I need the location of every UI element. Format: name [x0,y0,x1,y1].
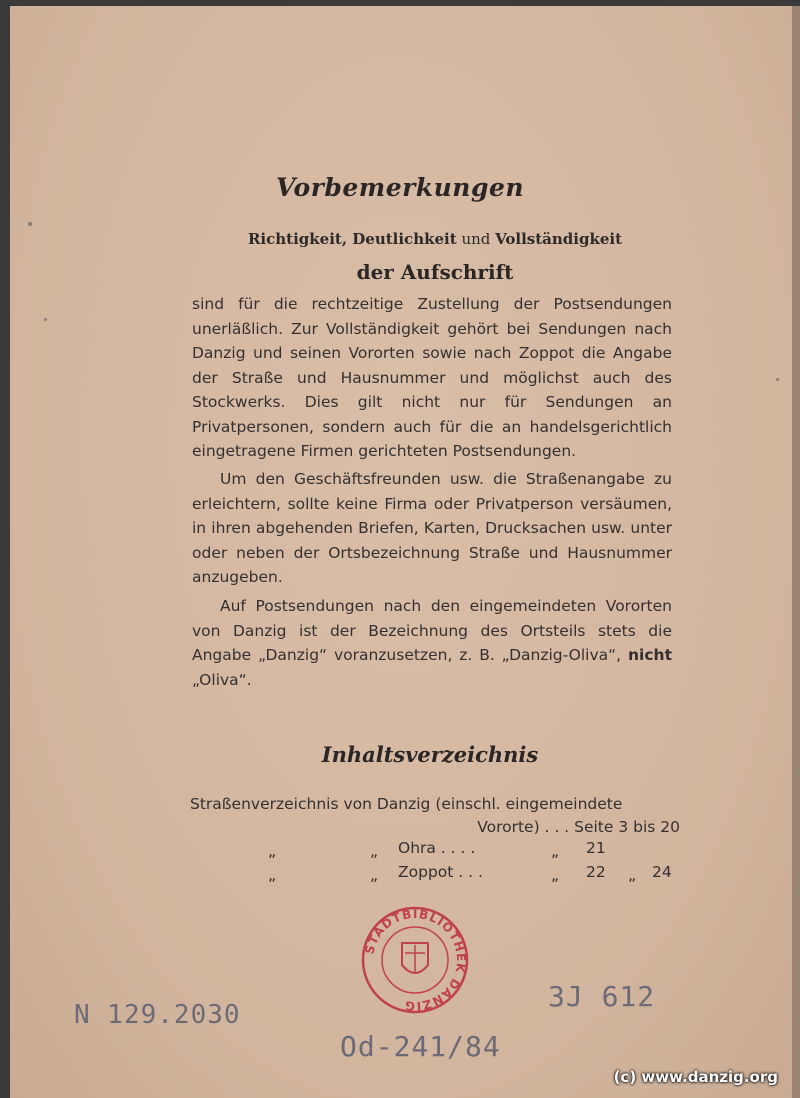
handwritten-note: 3J 612 [548,980,656,1013]
toc-entry-name: Zoppot . . . [398,863,483,881]
copyright-watermark: (c) www.danzig.org [613,1068,778,1086]
paragraph-3 [192,594,672,692]
paper-speck [776,378,779,381]
page-title: Vorbemerkungen [275,173,525,202]
toc-page: 24 [652,863,672,881]
stamp-text: STADTBIBLIOTHEK DANZIG [362,906,469,1014]
paragraph-3-end: „Oliva“. [192,670,252,689]
toc-line: Straßenverzeichnis von Danzig (einschl. eingemeindete [190,795,623,813]
subtitle-line [0,230,800,248]
ditto-mark: „ [268,842,277,860]
paper-speck [44,318,47,321]
subtitle-aufschrift: der Aufschrift [356,260,514,284]
paragraph-1: sind für die rechtzeitige Zustellung der Postsendungen unerläßlich. Zur Vollständigkeit gehört bei Sendungen nach Danzig und seinen Vororten sowie nach Zoppot die Angabe der Straße und Hausnummer und möglichst auch des Stockwerks. Dies gilt nicht nur für Sendungen an Privatpersonen, sondern auch für die an handelsgerichtlich eingetragene Firmen gerichteten Postsendungen. [192,295,672,460]
page-edge [792,6,800,1098]
paragraph-2: Um den Geschäftsfreunden usw. die Straßenangabe zu erleichtern, sollte keine Firma oder Privatperson versäumen, in ihren abgehenden Briefen, Karten, Drucksachen usw. unter oder neben der Ortsbezeichnung Straße und Hausnummer anzugeben. [192,470,672,586]
subtitle-conj: und [456,230,496,248]
ditto-mark: „ [551,842,560,860]
ditto-mark: „ [551,866,560,884]
handwritten-note: Od-241/84 [340,1030,501,1063]
ditto-mark: „ [370,866,379,884]
ditto-mark: „ [268,866,277,884]
ditto-mark: „ [370,842,379,860]
handwritten-note: N 129.2030 [74,1000,241,1030]
paragraph-3-bold: nicht [628,646,672,664]
subtitle-part1: Richtigkeit, Deutlichkeit [247,230,457,248]
ditto-mark: „ [628,866,637,884]
subtitle-part2: Vollständigkeit [495,230,623,248]
paper-speck [28,222,32,226]
toc-page: 22 [586,863,606,881]
toc-title: Inhaltsverzeichnis [321,742,539,767]
toc-page: 21 [586,839,606,857]
paragraph-3-text: Auf Postsendungen nach den eingemeindeten Vororten von Danzig ist der Bezeichnung des Ortsteils stets die Angabe „Danzig“ voranzusetzen, z. B. „Danzig-Oliva“, [192,597,672,664]
toc-line: Vororte) . . . Seite 3 bis 20 [477,818,680,836]
toc-entry-name: Ohra . . . . [398,839,476,857]
library-stamp-icon [360,905,470,1015]
